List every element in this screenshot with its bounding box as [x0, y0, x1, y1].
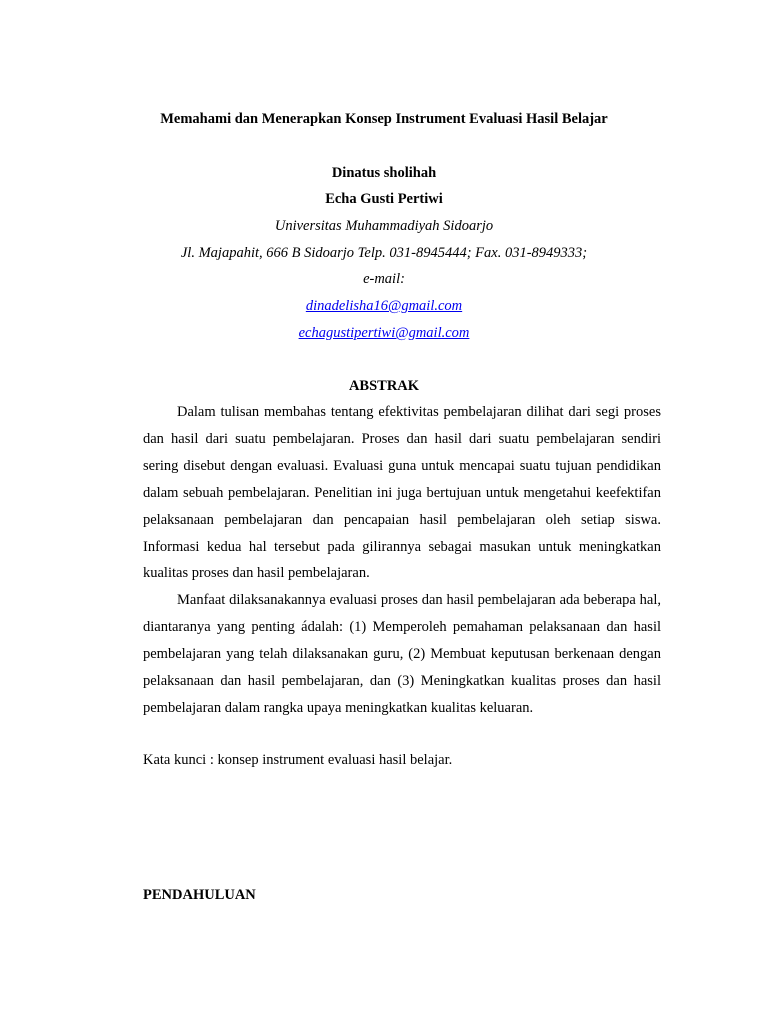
keywords: Kata kunci : konsep instrument evaluasi hasil belajar.: [143, 752, 453, 768]
email-link[interactable]: echagustipertiwi@gmail.com: [298, 325, 470, 341]
author-name: Dinatus sholihah: [331, 165, 437, 181]
author-name: Echa Gusti Pertiwi: [325, 191, 443, 207]
email-label: e-mail:: [363, 271, 405, 287]
paper-title: Memahami dan Menerapkan Konsep Instrument Evaluasi Hasil Belajar: [160, 111, 608, 127]
section-heading: PENDAHULUAN: [143, 887, 256, 903]
affiliation: Universitas Muhammadiyah Sidoarjo: [274, 218, 494, 234]
abstract-paragraph: Manfaat dilaksanakannya evaluasi proses dan hasil pembelajaran ada beberapa hal, diantaranya yang penting ádalah: (1) Memperoleh pemahaman pelaksanaan dan hasil pembelajaran yang telah dilaksanakan guru, (2) Membuat keputusan berkenaan dengan pelaksanaan dan hasil pembelajaran, dan (3) Meningkatkan kualitas proses dan hasil pembelajaran dalam rangka upaya meningkatkan kualitas keluaran.: [143, 592, 661, 716]
address: Jl. Majapahit, 666 B Sidoarjo Telp. 031-8945444; Fax. 031-8949333;: [180, 245, 588, 261]
abstract-heading: ABSTRAK: [348, 378, 420, 394]
abstract-body: [143, 399, 661, 722]
abstract-paragraph: Dalam tulisan membahas tentang efektivitas pembelajaran dilihat dari segi proses dan hasil dari suatu pembelajaran. Proses dan hasil dari suatu pembelajaran sendiri sering disebut dengan evaluasi. Evaluasi guna untuk mencapai suatu tujuan pendidikan dalam sebuah pembelajaran. Penelitian ini juga bertujuan untuk mengetahui keefektifan pelaksanaan pembelajaran dan pencapaian hasil pembelajaran oleh setiap siswa. Informasi kedua hal tersebut pada gilirannya sebagai masukan untuk meningkatkan kualitas proses dan hasil pembelajaran.: [143, 404, 661, 582]
email-link[interactable]: dinadelisha16@gmail.com: [305, 298, 463, 314]
